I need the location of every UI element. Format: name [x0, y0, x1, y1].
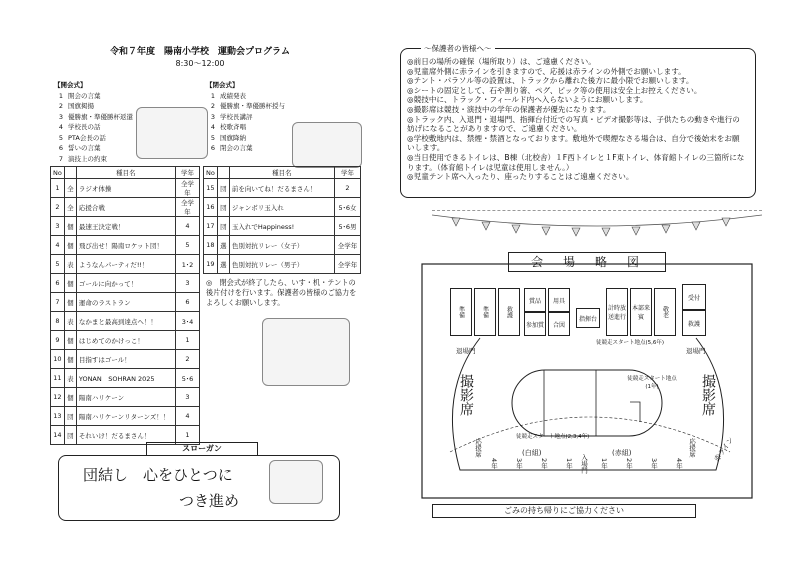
event-time: 8:30～12:00 — [175, 59, 225, 68]
table-row — [51, 179, 200, 198]
col-name: 種目名 — [229, 167, 334, 179]
cell-grade: 1 — [176, 426, 200, 445]
flag-garland-icon — [432, 211, 762, 245]
cell-no: 4 — [51, 236, 65, 255]
cell-name: はじめてのかけっこ！ — [76, 331, 175, 350]
cell-no: 6 — [51, 274, 65, 293]
table-row — [204, 179, 361, 198]
item-number: 2 — [58, 102, 64, 110]
cell-name: 色別対抗リレー（男子） — [229, 255, 334, 274]
cell-grade: 全学年 — [176, 198, 200, 217]
cheer-area-right: 応援席 — [688, 438, 696, 458]
cell-k: 選 — [217, 255, 229, 274]
col-name: 種目名 — [76, 167, 175, 179]
cell-name: YONAN SOHRAN 2025 — [76, 369, 175, 388]
item-number: 3 — [58, 112, 64, 121]
cell-grade: 3 — [176, 388, 200, 407]
closing-note: ◎ 閉会式が終了したら、いす・机・テントの後片付けを行います。保護者の皆様のご協力をよろしくお願いします。 — [206, 278, 357, 307]
map-title: 会 場 略 図 — [508, 252, 666, 272]
guardian-note: ◎トラック内、入退門・退場門、指揮台付近での写真・ビデオ撮影等は、子供たちの動きや進行の妨げになることがありますので、ご遠慮ください。 — [407, 114, 740, 134]
cell-k: 個 — [64, 236, 76, 255]
tent-aizu: 合図 — [548, 312, 570, 336]
cell-name: なかまと最高到達点へ！！ — [76, 312, 175, 331]
guardian-note: ◎児童テント席へ入ったり、座ったりすることはご遠慮ください。 — [407, 172, 634, 182]
cell-grade: 1 — [176, 331, 200, 350]
red-team: (赤組) — [612, 449, 632, 457]
cell-no: 13 — [51, 407, 65, 426]
grade-label: 4年 — [490, 458, 498, 469]
cell-k: 団 — [217, 179, 229, 198]
grade-label: 2年 — [540, 458, 548, 469]
item-text: 優勝旗・準優勝杯授与 — [220, 102, 285, 110]
tent-junbi-2: 準備 — [474, 288, 496, 336]
item-text: 成績発表 — [220, 91, 246, 100]
item-number: 7 — [58, 154, 64, 163]
cell-no: 5 — [51, 255, 65, 274]
cell-no: 15 — [204, 179, 218, 198]
item-text: 誓いの言葉 — [68, 144, 101, 152]
exit-gate-right: 退場門 — [686, 347, 706, 355]
closing-item — [206, 91, 336, 102]
table-row — [204, 255, 361, 274]
table-row — [51, 293, 200, 312]
cell-grade: 3 — [176, 274, 200, 293]
program-table-right — [203, 166, 361, 274]
start-point-1: 徒競走スタート地点(1年) — [627, 376, 677, 390]
cell-k: 表 — [64, 255, 76, 274]
cell-name: ラジオ体操 — [76, 179, 175, 198]
cell-grade: 全学年 — [176, 179, 200, 198]
cell-no: 9 — [51, 331, 65, 350]
tent-keirou: 敬老 — [654, 288, 676, 336]
item-number: 1 — [58, 91, 64, 100]
cell-grade: 4 — [176, 217, 200, 236]
cell-grade: 3･4 — [176, 312, 200, 331]
grade-label: 1年 — [565, 458, 573, 469]
cell-grade: 2 — [335, 179, 361, 198]
cell-k: 団 — [64, 426, 76, 445]
grade-label: 3年 — [515, 458, 523, 469]
runners-illustration — [292, 122, 362, 168]
table-row — [51, 198, 200, 217]
white-grades — [490, 458, 574, 469]
cell-name: 玉入れでHappiness! — [229, 217, 334, 236]
grade-label: 1年 — [600, 458, 608, 469]
item-number: 4 — [58, 123, 64, 131]
table-row — [51, 255, 200, 274]
cell-k: 個 — [64, 274, 76, 293]
slogan-line1: 団結し 心をひとつに — [83, 466, 233, 484]
item-number: 2 — [210, 102, 216, 110]
tent-shikidai: 指揮台 — [576, 308, 600, 328]
guardian-note: ◎当日使用できるトイレは、B棟（北校舎）１F西トイレと１F東トイレ、体育館トイレの三箇所になります。（体育館トイレは児童は使用しません。） — [407, 152, 745, 172]
cell-name: 運命のラストラン — [76, 293, 175, 312]
slogan-heading: スローガン — [146, 442, 258, 456]
guardian-note: ◎前日の場所の確保（場所取り）は、ご遠慮ください。 — [407, 57, 596, 66]
cell-name: ジャンボリ玉入れ — [229, 198, 334, 217]
cell-k: 個 — [64, 217, 76, 236]
cell-no: 1 — [51, 179, 65, 198]
cell-k: 全 — [64, 198, 76, 217]
cell-name: 陽南ハリケーンリターンズ！！ — [76, 407, 175, 426]
cell-grade: 6 — [176, 293, 200, 312]
item-text: 閉会の言葉 — [220, 144, 253, 152]
table-row — [51, 331, 200, 350]
cell-k: 表 — [64, 369, 76, 388]
item-number: 3 — [210, 112, 216, 121]
cell-no: 8 — [51, 312, 65, 331]
table-row — [51, 217, 200, 236]
cell-k: 個 — [64, 350, 76, 369]
col-grade: 学年 — [176, 167, 200, 179]
table-row — [51, 350, 200, 369]
cell-grade: 5･6 — [176, 369, 200, 388]
item-number: 5 — [58, 133, 64, 142]
tent-sanka: 参加賞 — [524, 312, 546, 336]
grade-label: 2年 — [625, 458, 633, 469]
cell-no: 16 — [204, 198, 218, 217]
cell-k: 団 — [217, 217, 229, 236]
table-row — [51, 236, 200, 255]
guardian-note: ◎競技中に、トラック・フィールド内へ入らないようにお願いします。 — [407, 95, 648, 105]
cell-no: 17 — [204, 217, 218, 236]
cell-k: 全 — [64, 179, 76, 198]
table-row — [204, 236, 361, 255]
item-text: PTA会長の話 — [68, 133, 106, 142]
guardian-note: ◎学校敷地内は、禁煙・禁酒となっております。敷地外で喫煙なさる場合は、自分で後始末をお願いします。 — [407, 133, 740, 153]
col-no: No — [51, 167, 65, 179]
col-grade: 学年 — [335, 167, 361, 179]
children-illustration — [136, 107, 208, 159]
item-text: 校歌斉唱 — [220, 123, 246, 131]
cell-grade: 1･2 — [176, 255, 200, 274]
table-row — [51, 312, 200, 331]
page-title: 令和７年度 陽南小学校 運動会プログラム — [110, 47, 290, 57]
guardian-note: ◎撮影席は競技・演技中の学年の保護者が優先になります。 — [407, 104, 611, 114]
exit-gate-left: 退場門 — [456, 347, 476, 355]
tent-uketsuke: 受付 — [682, 284, 706, 310]
cell-no: 11 — [51, 369, 65, 388]
cell-k: 個 — [64, 293, 76, 312]
slogan-box — [58, 455, 340, 521]
start-point-234: 徒競走スタート地点(2,3,4年) — [516, 434, 590, 440]
item-number: 6 — [210, 144, 216, 152]
start-point-56: 徒競走スタート地点(5,6年) — [596, 340, 665, 346]
photo-area-right: 撮影席 — [700, 374, 716, 416]
item-text: 演技上の約束 — [68, 154, 107, 163]
table-row — [51, 388, 200, 407]
opening-heading: 【開会式】 — [54, 81, 87, 89]
item-text: 国旗掲揚 — [68, 102, 94, 110]
cell-name: それいけ！だるまさん！ — [76, 426, 175, 445]
item-number: 6 — [58, 144, 64, 152]
red-line-label: 赤ライン — [712, 435, 736, 464]
cell-no: 7 — [51, 293, 65, 312]
item-text: 国旗降納 — [220, 133, 246, 142]
table-row — [51, 274, 200, 293]
tent-keisoku: 計時放送進行 — [606, 288, 628, 336]
cell-no: 14 — [51, 426, 65, 445]
cell-name: ようなんパーティだ!!！ — [76, 255, 175, 274]
slogan-line2: つき進め — [179, 492, 240, 510]
cell-no: 2 — [51, 198, 65, 217]
cell-no: 10 — [51, 350, 65, 369]
item-number: 1 — [210, 91, 216, 100]
item-number: 5 — [210, 133, 216, 142]
tent-shouhin: 賞品 — [524, 288, 546, 312]
col-no: No — [204, 167, 218, 179]
cell-name: 飛び出せ！陽南ロケット団！ — [76, 236, 175, 255]
cell-grade: 2 — [176, 350, 200, 369]
cell-name: 応援合戦 — [76, 198, 175, 217]
cell-no: 3 — [51, 217, 65, 236]
cell-grade: 全学年 — [335, 255, 361, 274]
cell-grade: 4 — [176, 407, 200, 426]
item-text: 優勝旗・準優勝杯返還 — [68, 112, 133, 121]
cheering-illustration — [262, 318, 350, 386]
closing-item — [206, 101, 336, 112]
cell-k: 団 — [217, 198, 229, 217]
cell-no: 19 — [204, 255, 218, 274]
closing-item — [206, 112, 336, 123]
guardian-note: ◎シートの固定として、石や割り箸、ペグ、ピック等の使用は安全上お控えください。 — [407, 85, 702, 95]
cell-name: 目指すはゴール！ — [76, 350, 175, 369]
flag-garland — [432, 210, 762, 245]
cell-grade: 5 — [176, 236, 200, 255]
cell-name: 色別対抗リレー（女子） — [229, 236, 334, 255]
grade-label: 3年 — [650, 458, 658, 469]
cell-no: 18 — [204, 236, 218, 255]
table-row — [51, 407, 200, 426]
cell-grade: 5･6男 — [335, 217, 361, 236]
cell-no: 12 — [51, 388, 65, 407]
red-grades — [600, 458, 684, 469]
item-text: 学校長講評 — [220, 112, 253, 121]
guardian-note: ◎児童席外側に赤ラインを引きますので、応援は赤ラインの外側でお願いします。 — [407, 66, 686, 76]
cell-k: 選 — [217, 236, 229, 255]
tent-junbi-1: 準備 — [450, 288, 472, 336]
opening-item — [54, 91, 174, 102]
cell-name: 陽南ハリケーン — [76, 388, 175, 407]
venue-map — [420, 262, 756, 500]
photo-area-left: 撮影席 — [458, 374, 474, 416]
white-team: (白組) — [522, 449, 542, 457]
cell-k: 表 — [64, 312, 76, 331]
cell-name: 前を向いてね！だるまさん！ — [229, 179, 334, 198]
map-footer: ごみの持ち帰りにご協力ください — [432, 504, 696, 518]
guardian-notice — [400, 44, 756, 198]
item-text: 開会の言葉 — [68, 91, 101, 100]
tent-kyugo: 救護 — [498, 288, 520, 336]
slogan-illustration — [269, 460, 323, 504]
grade-label: 4年 — [675, 458, 683, 469]
cell-k: 団 — [64, 407, 76, 426]
guardian-note: ◎テント・パラソル等の設置は、トラックから離れた後方に最小限でお願いします。 — [407, 76, 694, 86]
entrance-gate: 入場門 — [580, 454, 588, 474]
table-row — [51, 369, 200, 388]
cell-k: 個 — [64, 331, 76, 350]
closing-heading: 【閉会式】 — [206, 81, 239, 89]
cell-k: 個 — [64, 388, 76, 407]
cell-grade: 全学年 — [335, 236, 361, 255]
item-number: 4 — [210, 123, 216, 131]
cheer-area-left: 応援席 — [474, 438, 482, 458]
guardian-title: ～保護者の皆様へ～ — [421, 43, 495, 54]
table-row — [204, 217, 361, 236]
cell-name: ゴールに向かって！ — [76, 274, 175, 293]
item-text: 学校長の話 — [68, 123, 101, 131]
cell-name: 最速王決定戦！ — [76, 217, 175, 236]
program-table-left — [50, 166, 200, 445]
tent-yougu: 用具 — [548, 288, 570, 312]
tent-kyugo-2: 救護 — [682, 310, 706, 336]
tent-honbu: 本部来賓 — [630, 288, 652, 336]
table-row — [204, 198, 361, 217]
cell-grade: 5･6女 — [335, 198, 361, 217]
